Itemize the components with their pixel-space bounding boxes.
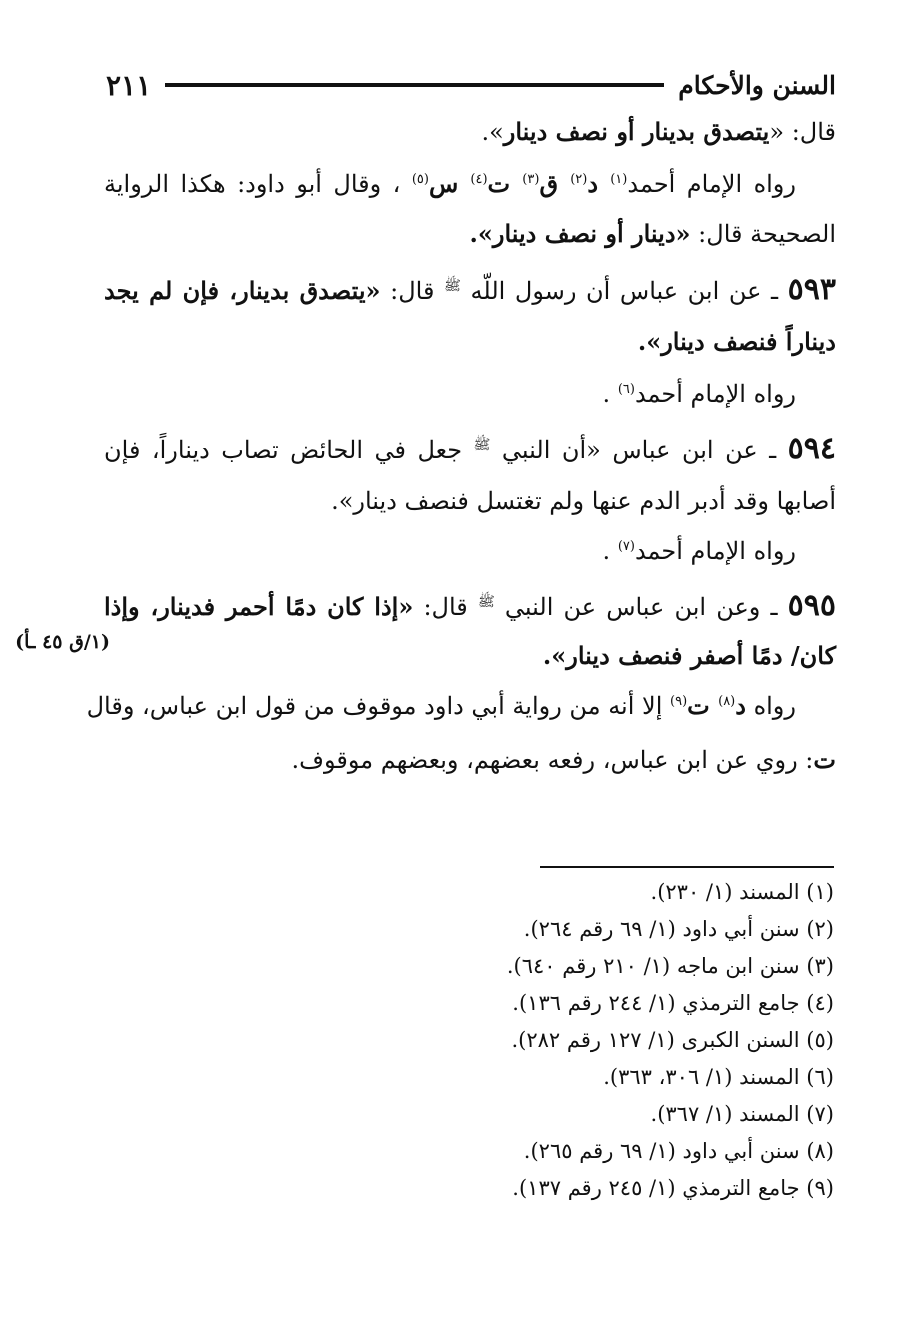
- hadith-593-line-1: [104, 270, 836, 311]
- text-segment: رواه الإمام أحمد: [634, 537, 796, 565]
- footnote-6: (٦) المسند (١/ ٣٠٦، ٣٦٣).: [603, 1065, 834, 1089]
- quote-open: «: [769, 118, 785, 146]
- hadith-593-source: [104, 374, 836, 414]
- source-symbol-qaf: ق: [539, 169, 571, 198]
- hadith-595-source-2: [104, 740, 836, 780]
- running-header: [106, 62, 836, 108]
- text-segment: ـ عن ابن عباس «أن النبي: [490, 436, 788, 464]
- footnote-ref-5[interactable]: (٥): [411, 172, 429, 187]
- hadith-594-line-1: [104, 429, 836, 470]
- text-segment: ـ وعن ابن عباس عن النبي: [494, 593, 788, 621]
- text-line-1: [104, 112, 836, 152]
- footnote-ref-9[interactable]: (٩): [670, 694, 688, 709]
- hadith-594-line-2: أصابها وقد أدبر الدم عنها ولم تغتسل فنصف دينار».: [331, 487, 836, 515]
- footnote-8: (٨) سنن أبي داود (١/ ٦٩ رقم ٢٦٥).: [523, 1139, 834, 1163]
- footnote-ref-7[interactable]: (٧): [617, 539, 635, 554]
- text-segment: .: [602, 380, 618, 408]
- source-symbol-dal: د: [735, 691, 746, 720]
- salla-glyph: ﷺ: [477, 594, 495, 610]
- salla-glyph: ﷺ: [444, 278, 461, 294]
- text-segment: رواه الإمام أحمد: [627, 170, 796, 198]
- hadith-595-line-2: [104, 636, 836, 676]
- quote-close: ».: [481, 118, 504, 146]
- text-line-3: [104, 214, 836, 254]
- footnote-ref-6[interactable]: (٦): [617, 382, 635, 397]
- footnote-ref-2[interactable]: (٢): [570, 172, 588, 187]
- hadith-number: ٥٩٤: [787, 431, 836, 466]
- footnote-9: (٩) جامع الترمذي (١/ ٢٤٥ رقم ١٣٧).: [512, 1176, 834, 1200]
- footnote-2: (٢) سنن أبي داود (١/ ٦٩ رقم ٢٦٤).: [523, 917, 834, 941]
- text-segment: قال:: [413, 593, 478, 621]
- source-symbol-sin: س: [428, 169, 471, 198]
- source-symbol-ta: ت: [813, 745, 836, 774]
- source-symbol-dal: د: [587, 169, 611, 198]
- text-line-2: [104, 164, 836, 204]
- footnote-ref-8[interactable]: (٨): [718, 694, 736, 709]
- hadith-594-source: [104, 531, 836, 571]
- footnote-7: (٧) المسند (١/ ٣٦٧).: [650, 1102, 834, 1126]
- footnote-ref-3[interactable]: (٣): [522, 172, 540, 187]
- source-symbol-ta: ت: [487, 169, 523, 198]
- text-segment: كان/: [782, 641, 836, 670]
- text-segment: جعل في الحائض تصاب ديناراً، فإن: [104, 436, 474, 464]
- footnote-ref-1[interactable]: (١): [610, 172, 628, 187]
- footnote-5: (٥) السنن الكبرى (١/ ١٢٧ رقم ٢٨٢).: [511, 1028, 834, 1052]
- hadith-quote: يتصدق بدينار أو نصف دينار: [503, 117, 770, 146]
- footnote-4: (٤) جامع الترمذي (١/ ٢٤٤ رقم ١٣٦).: [512, 991, 834, 1015]
- hadith-quote: دمًا أصفر فنصف دينار».: [542, 641, 783, 670]
- running-title: السنن والأحكام: [678, 70, 836, 100]
- text-segment: .: [602, 537, 618, 565]
- text-segment: إلا أنه من رواية أبي داود موقوف من قول ابن عباس، وقال: [86, 692, 671, 720]
- hadith-number: ٥٩٥: [787, 588, 836, 623]
- footnote-3: (٣) سنن ابن ماجه (١/ ٢١٠ رقم ٦٤٠).: [506, 954, 834, 978]
- text-segment: رواه الإمام أحمد: [634, 380, 796, 408]
- hadith-number: ٥٩٣: [787, 272, 837, 307]
- footnote-separator: [540, 866, 834, 868]
- hadith-595-line-1: [104, 586, 836, 627]
- text-segment: رواه: [745, 692, 796, 720]
- text-segment: : روي عن ابن عباس، رفعه بعضهم، وبعضهم موقوف.: [291, 746, 814, 774]
- text-segment: ، وقال أبو داود: هكذا الرواية: [104, 170, 412, 198]
- hadith-593-line-2: ديناراً فنصف دينار».: [637, 327, 836, 356]
- text-segment: قال:: [784, 118, 836, 146]
- hadith-quote: «إذا كان دمًا أحمر فدينار، وإذا: [104, 592, 414, 621]
- footnote-ref-4[interactable]: (٤): [470, 172, 488, 187]
- salla-glyph: ﷺ: [473, 437, 491, 453]
- text-segment: ـ عن ابن عباس أن رسول اللّه: [460, 277, 788, 305]
- hadith-quote: «دينار أو نصف دينار».: [469, 219, 691, 248]
- header-rule: [165, 83, 664, 87]
- text-segment: قال:: [380, 277, 445, 305]
- hadith-595-source-1: [86, 686, 836, 726]
- footnote-1: (١) المسند (١/ ٢٣٠).: [650, 880, 834, 904]
- manuscript-margin-note: (١/ق ٤٥ ـأ): [15, 631, 110, 653]
- text-segment: الصحيحة قال:: [690, 220, 836, 248]
- hadith-quote: «يتصدق بدينار، فإن لم يجد: [104, 276, 381, 305]
- page-number: ٢١١: [106, 68, 152, 102]
- source-symbol-ta: ت: [687, 691, 719, 720]
